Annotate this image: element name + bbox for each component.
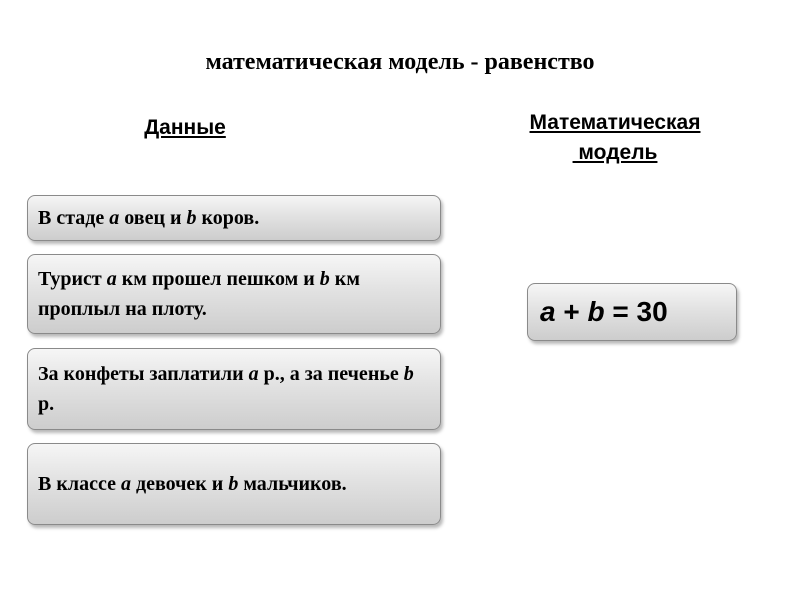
formula-plus: + [555,296,588,327]
data-card-tourist [27,254,441,334]
slide-title: математическая модель - равенство [205,49,595,75]
model-heading-line-2: модель [572,141,658,164]
card-text: Турист a км прошел пешком и b км проплыл на плоту. [38,268,360,320]
data-card-sheep-cows [27,195,441,241]
formula-equals: = 30 [604,296,668,327]
model-column-heading [480,108,750,168]
data-card-class [27,443,441,525]
formula-var-a: a [540,296,556,327]
formula-var-b: b [587,296,605,327]
model-heading-line-1: Математическая [529,111,701,134]
data-column-heading: Данные [144,116,226,139]
card-text: В классе a девочек и b мальчиков. [38,473,347,495]
card-text: За конфеты заплатили a р., а за печенье b р. [38,363,414,415]
data-card-candy-cookies [27,348,441,430]
math-model-formula [527,283,737,341]
card-text: В стаде a овец и b коров. [38,207,260,229]
